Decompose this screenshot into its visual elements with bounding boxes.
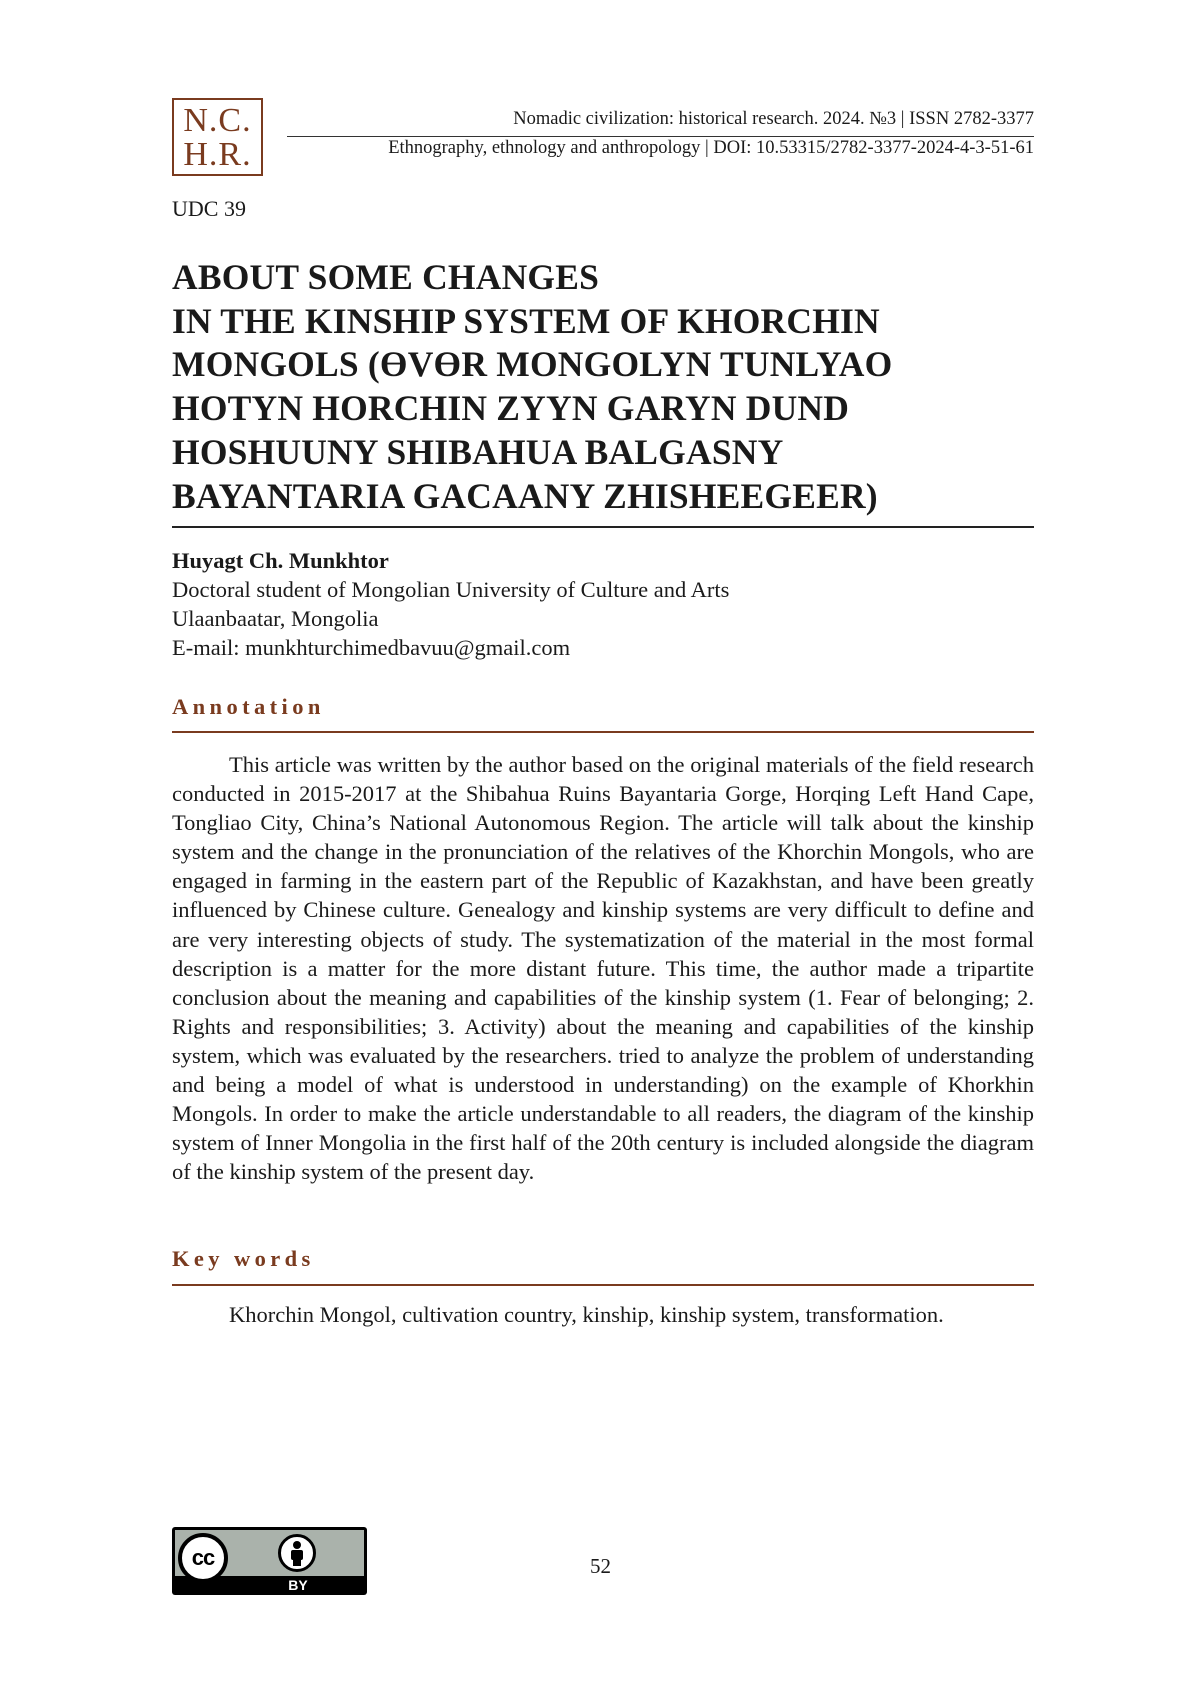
logo-line-2: H.R. [183, 136, 252, 173]
header-section-doi: Ethnography, ethnology and anthropology | DOI: 10.53315/2782-3377-2024-4-3-51-61 [388, 138, 1034, 158]
author-affiliation: Doctoral student of Mongolian University of Culture and Arts [172, 577, 730, 602]
author-name: Huyagt Ch. Munkhtor [172, 548, 389, 573]
author-email: E-mail: munkhturchimedbavuu@gmail.com [172, 635, 571, 660]
title-line: IN THE KINSHIP SYSTEM OF KHORCHIN [172, 300, 880, 341]
header-journal-info: Nomadic civilization: historical research. 2024. №3 | ISSN 2782-3377 [513, 109, 1034, 129]
annotation-heading: Annotation [172, 694, 325, 719]
keywords-text: Khorchin Mongol, cultivation country, kinship, kinship system, transformation. [229, 1302, 944, 1327]
by-label: BY [288, 1577, 308, 1593]
cc-icon: cc [178, 1533, 228, 1583]
annotation-text: This article was written by the author based on the original materials of the field research conducted in 2015-2017 at the Shibahua Ruins Bayantaria Gorge, Horqing Left Hand Cape, Tongliao City, China’s National Autonomous Region. The article will talk about the kinship system and the change in the pronunciation of the relatives of the Khorchin Mongols, who are engaged in farming in the eastern part of the Republic of Kazakhstan, and have been greatly influenced by Chinese culture. Genealogy and kinship systems are very difficult to define and are very interesting objects of study. The systematization of the material in the most formal description is a matter for the more distant future. This time, the author made a tripartite conclusion about the meaning and capabilities of the kinship system (1. Fear of belonging; 2. Rights and responsibilities; 3. Activity) about the meaning and capabilities of the kinship system, which was evaluated by the researchers. tried to analyze the problem of understanding and being a model of what is understood in understanding) on the example of Khorkhin Mongols. In order to make the article understandable to all readers, the diagram of the kinship system of Inner Mongolia in the first half of the 20th century is included alongside the diagram of the kinship system of the present day. [172, 752, 1034, 1185]
header-divider [287, 136, 1034, 137]
title-line: BAYANTARIA GACAANY ZHISHEEGEER) [172, 475, 878, 516]
annotation-divider [172, 731, 1034, 733]
article-title [172, 256, 1052, 518]
keywords-divider [172, 1284, 1034, 1286]
keywords-heading: Key words [172, 1246, 315, 1271]
author-location: Ulaanbaatar, Mongolia [172, 606, 379, 631]
title-line: HOSHUUNY SHIBAHUA BALGASNY [172, 431, 784, 472]
logo-line-1: N.C. [183, 102, 252, 139]
title-divider [172, 526, 1034, 528]
attribution-person-icon [278, 1534, 316, 1572]
title-line: MONGOLS (ӨVӨR MONGOLYN TUNLYAO [172, 344, 893, 385]
title-line: HOTYN HORCHIN ZYYN GARYN DUND [172, 388, 850, 429]
author-block [172, 546, 729, 662]
title-line: ABOUT SOME CHANGES [172, 257, 600, 297]
udc-code: UDC 39 [172, 196, 246, 221]
page-number: 52 [590, 1554, 611, 1578]
cc-by-license-badge[interactable] [172, 1527, 367, 1595]
journal-logo [172, 98, 263, 176]
